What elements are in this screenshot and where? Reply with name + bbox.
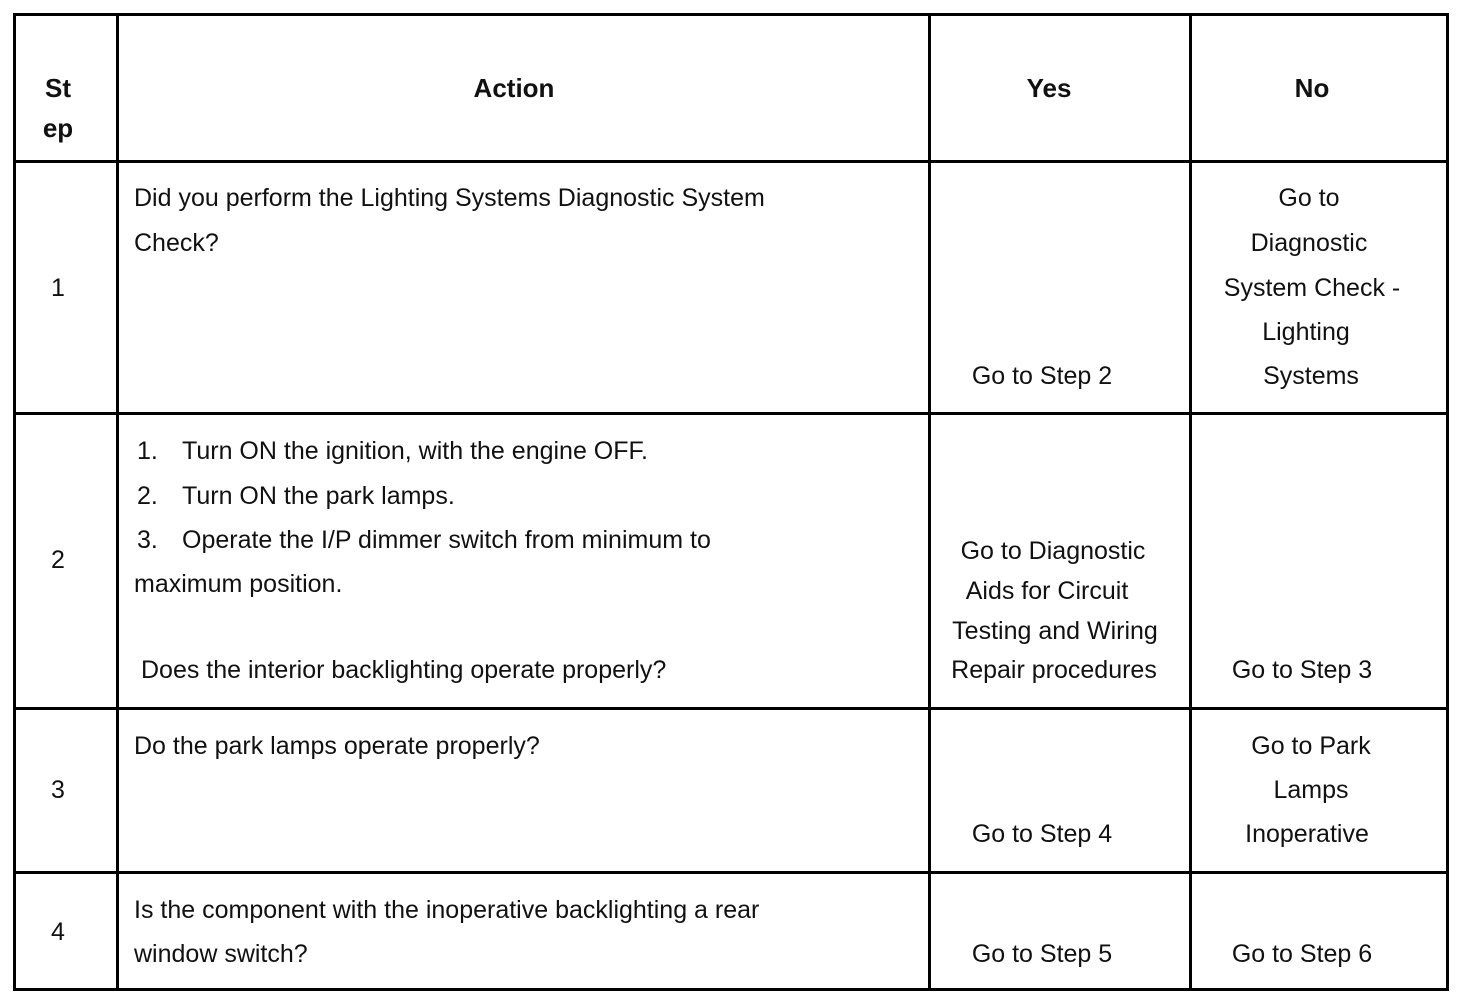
row-2-item-2-text: Turn ON the park lamps.: [182, 482, 455, 510]
header-step: St: [45, 73, 71, 103]
header-no: No: [1294, 73, 1330, 103]
row-3-action-line-1: Do the park lamps operate properly?: [134, 732, 540, 760]
header-step-wrap: ep: [42, 113, 74, 143]
row-divider: [16, 160, 1446, 163]
row-divider: [16, 871, 1446, 874]
row-1-no-line-4: Lighting: [1262, 318, 1350, 346]
header-action: Action: [473, 73, 555, 103]
row-1-action-line-2: Check?: [134, 229, 219, 257]
row-1-no-line-1: Go to: [1278, 184, 1340, 212]
row-3-no-line-2: Lamps: [1273, 776, 1349, 804]
row-2-item-2-num: 2.: [137, 482, 158, 510]
row-2-item-1-num: 1.: [137, 437, 158, 465]
row-3-step: 3: [51, 776, 65, 804]
row-4-step: 4: [51, 918, 65, 946]
row-2-item-3-num: 3.: [137, 526, 158, 554]
row-divider: [16, 412, 1446, 415]
row-2-action-continuation: maximum position.: [134, 570, 343, 598]
row-2-step: 2: [51, 546, 65, 574]
row-4-yes: Go to Step 5: [971, 940, 1113, 968]
row-3-yes: Go to Step 4: [971, 820, 1113, 848]
row-1-yes: Go to Step 2: [971, 362, 1113, 390]
row-2-item-1-text: Turn ON the ignition, with the engine OFF.: [182, 437, 648, 465]
row-1-no-line-2: Diagnostic: [1250, 229, 1368, 257]
row-2-item-3-text: Operate the I/P dimmer switch from minimum to: [182, 526, 711, 554]
row-3-no-line-3: Inoperative: [1245, 820, 1369, 848]
row-2-no: Go to Step 3: [1231, 656, 1373, 684]
row-1-no-line-3: System Check -: [1223, 274, 1401, 302]
row-2-action-question: Does the interior backlighting operate properly?: [141, 656, 667, 684]
row-1-step: 1: [51, 274, 65, 302]
row-1-action-line-1: Did you perform the Lighting Systems Diagnostic System: [134, 184, 765, 212]
row-divider: [16, 707, 1446, 710]
row-2-yes-line-2: Aids for Circuit: [965, 577, 1129, 605]
row-3-no-line-1: Go to Park: [1251, 732, 1371, 760]
header-yes: Yes: [1026, 73, 1072, 103]
row-4-action-line-2: window switch?: [134, 940, 308, 968]
row-2-yes-line-3: Testing and Wiring: [952, 617, 1158, 645]
row-2-yes-line-4: Repair procedures: [951, 656, 1157, 684]
row-4-no: Go to Step 6: [1231, 940, 1373, 968]
row-1-no-line-5: Systems: [1263, 362, 1359, 390]
row-2-yes-line-1: Go to Diagnostic: [960, 537, 1146, 565]
row-4-action-line-1: Is the component with the inoperative backlighting a rear: [134, 896, 760, 924]
